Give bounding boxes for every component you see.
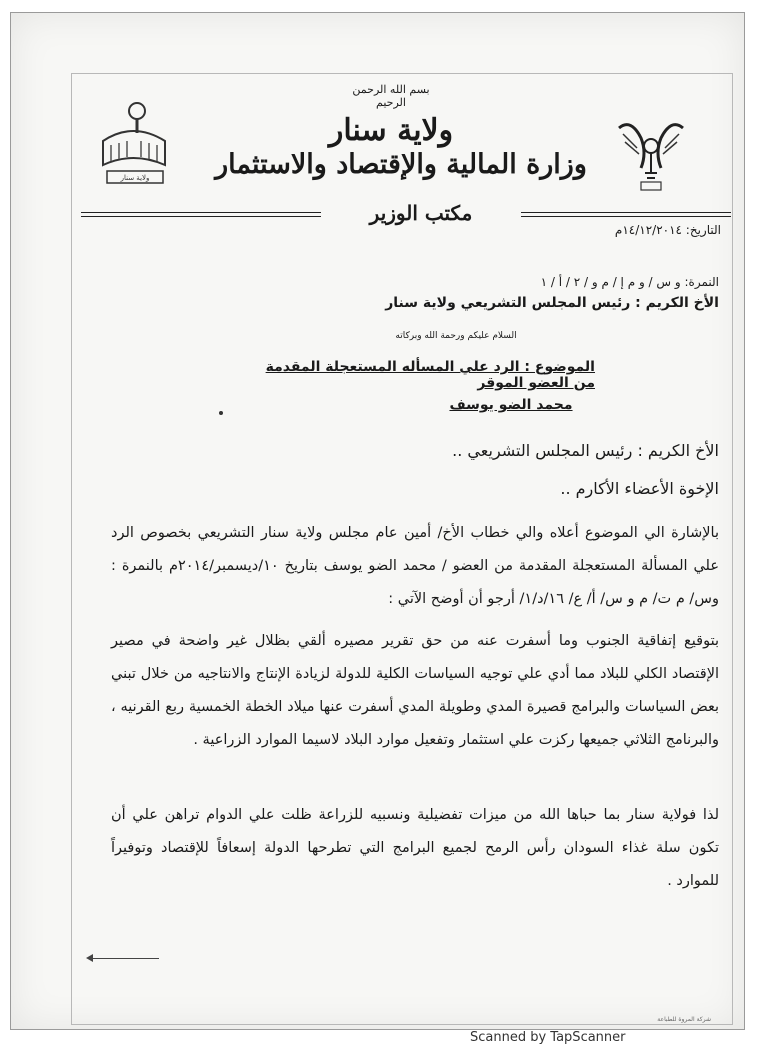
logo-caption: ولاية سنار [120,174,150,182]
state-name: ولاية سنار [328,113,454,148]
office-name: مكتب الوزير [321,201,521,225]
greeting-line: السلام عليكم ورحمة الله وبركاته [395,331,517,341]
ministry-name: وزارة المالية والإقتصاد والاستثمار [215,149,587,180]
addressee-line: الأخ الكريم : رئيس المجلس التشريعي ولاية سنار [385,295,719,311]
printer-note: شركة المروة للطباعة [657,1016,711,1023]
subject-name: محمد الضو يوسف [449,397,573,413]
state-emblem-logo [93,93,173,193]
body-paragraph-2: بتوقيع إتفاقية الجنوب وما أسفرت عنه من حق تقرير مصيره ألقي بظلال غير واضحة في مصير الإقتصاد الكلي للبلاد مما أدي علي توجيه السياسات الكلية للدولة لزيادة الإنتاج والانتاجيه من خلال تبني بعض السياسات والبرامج قصيرة المدي وطويلة المدي أسفرت عنها ميلاد الخطة الخمسية ربع القرنيه ، والبرنامج الثلاثي جميعها ركزت علي استثمار وتفعيل موارد البلاد لاسيما الموارد الزراعية . [111,633,719,748]
margin-arrow-line [89,958,159,959]
letter-page [10,12,745,1030]
body-paragraph-1: بالإشارة الي الموضوع أعلاه والي خطاب الأخ/ أمين عام مجلس ولاية سنار التشريعي بخصوص الرد علي المسألة المستعجلة المقدمة من العضو / محمد الضو يوسف بتاريخ ١٠/ديسمبر/٢٠١٤م بالنمرة : وس/ م ت/ م و س/ أ/ ع/ ١٦/د/١/ أرجو أن أوضح الآتي : [111,525,719,607]
national-emblem-logo [611,108,691,198]
salutation-chairman: الأخ الكريم : رئيس المجلس التشريعي .. [452,441,719,460]
body-paragraph-3: لذا فولاية سنار بما حباها الله من ميزات تفضيلية ونسبيه للزراعة ظلت علي الدوام تراهن علي أن تكون سلة غذاء السودان رأس الرمح لجميع البرامج التي تطرحها الدولة إسعافاً للإقتصاد وتوفيراً للموارد . [111,807,719,889]
reference-number: النمرة: و س / و م إ / م و / ٢ / أ / ١ [540,275,719,289]
ink-spot [219,411,223,415]
date-line: التاريخ: ١٤/١٢/٢٠١٤م [614,223,721,237]
salutation-members: الإخوة الأعضاء الأكارم .. [560,479,719,498]
scanner-watermark: Scanned by TapScanner [470,1030,626,1045]
basmala: بسم الله الرحمن الرحيم [352,83,430,109]
subject-line: الموضوع : الرد علي المسأله المستعجلة المقدمة من العضو الموقر [265,359,595,391]
margin-arrow-icon [86,954,93,962]
